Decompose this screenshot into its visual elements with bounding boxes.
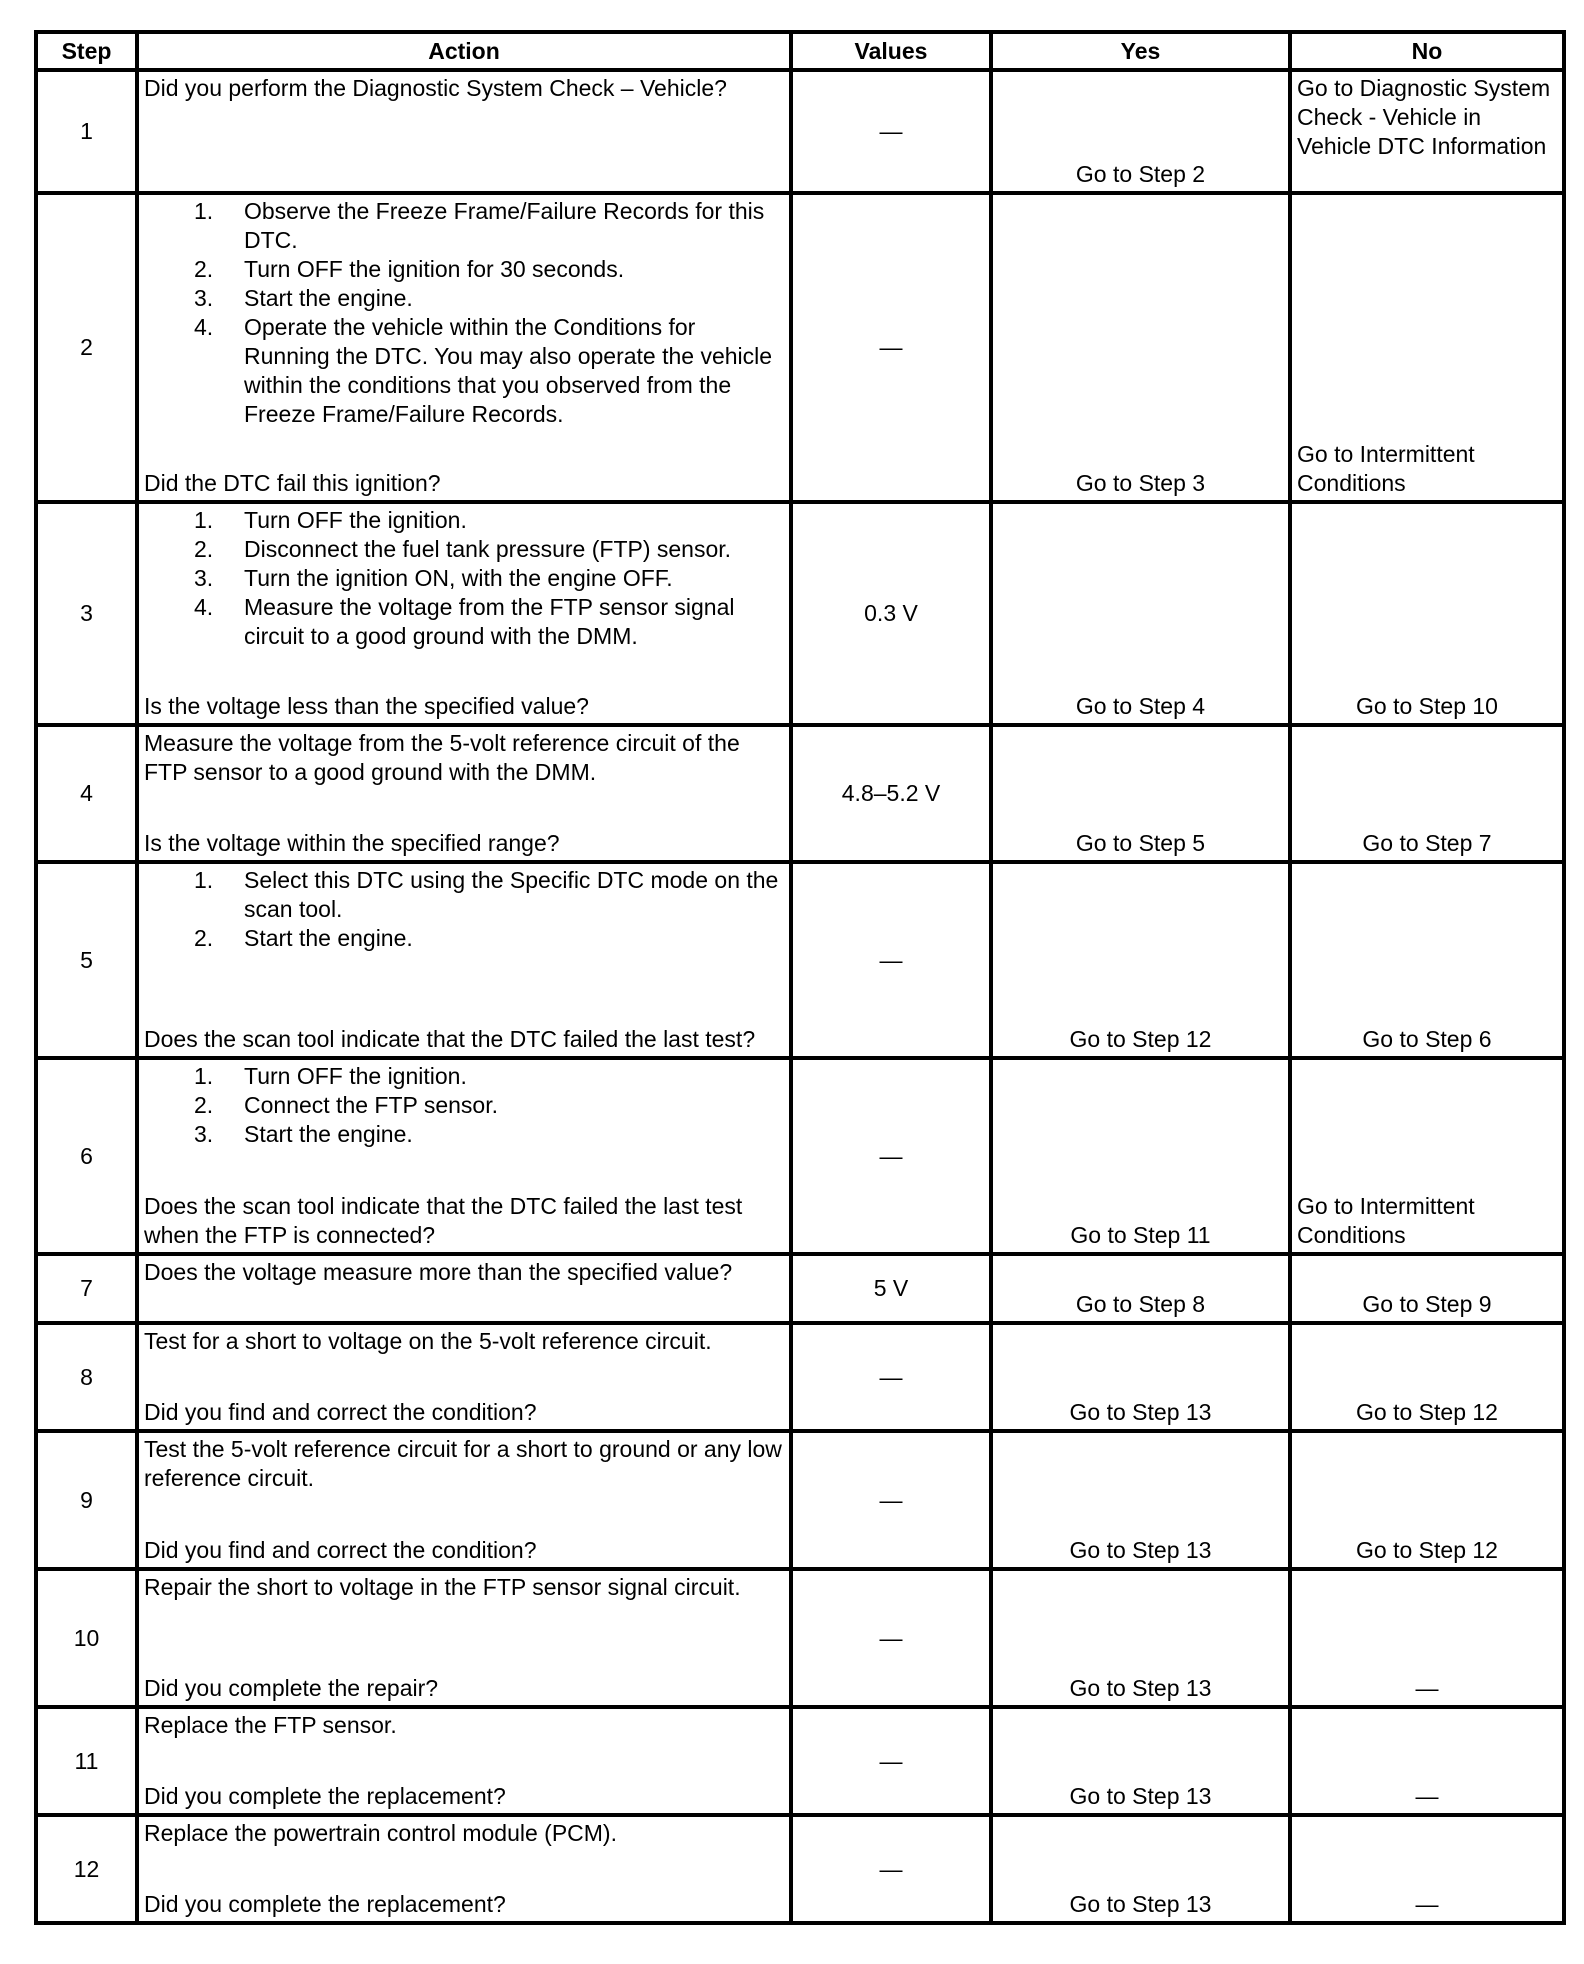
yes-cell: Go to Step 13 xyxy=(991,1569,1290,1707)
header-values: Values xyxy=(791,32,991,70)
action-cell xyxy=(137,502,791,725)
list-item: Start the engine. xyxy=(244,285,413,311)
no-cell: — xyxy=(1290,1707,1564,1815)
list-item: Select this DTC using the Specific DTC mode on the scan tool. xyxy=(244,867,779,922)
action-list xyxy=(144,506,784,651)
value-cell: — xyxy=(791,1431,991,1569)
step-number: 5 xyxy=(36,862,137,1058)
action-question: Is the voltage within the specified range? xyxy=(144,830,560,856)
action-text: Does the voltage measure more than the specified value? xyxy=(144,1259,733,1285)
table-row xyxy=(36,1254,1564,1323)
header-row xyxy=(36,32,1564,70)
value-cell: — xyxy=(791,1815,991,1923)
action-text: Replace the FTP sensor. xyxy=(144,1712,397,1738)
action-cell xyxy=(137,1569,791,1707)
table-row xyxy=(36,725,1564,862)
table-row xyxy=(36,1815,1564,1923)
table-row xyxy=(36,1569,1564,1707)
list-item: Start the engine. xyxy=(244,1121,413,1147)
action-question: Did you find and correct the condition? xyxy=(144,1399,537,1425)
no-cell: — xyxy=(1290,1569,1564,1707)
header-step: Step xyxy=(36,32,137,70)
action-cell xyxy=(137,725,791,862)
yes-cell: Go to Step 12 xyxy=(991,862,1290,1058)
action-list xyxy=(144,1062,784,1149)
action-question: Does the scan tool indicate that the DTC failed the last test? xyxy=(144,1026,756,1052)
step-number: 2 xyxy=(36,193,137,502)
step-number: 4 xyxy=(36,725,137,862)
step-number: 12 xyxy=(36,1815,137,1923)
yes-cell: Go to Step 4 xyxy=(991,502,1290,725)
step-number: 1 xyxy=(36,70,137,193)
list-item: Turn the ignition ON, with the engine OFF. xyxy=(244,565,673,591)
value-cell: — xyxy=(791,1323,991,1431)
table-row xyxy=(36,193,1564,502)
step-number: 7 xyxy=(36,1254,137,1323)
value-cell: 5 V xyxy=(791,1254,991,1323)
action-list xyxy=(144,197,784,429)
value-cell: — xyxy=(791,1569,991,1707)
action-question: Did the DTC fail this ignition? xyxy=(144,470,441,496)
action-question: Did you complete the replacement? xyxy=(144,1891,506,1917)
action-cell xyxy=(137,1707,791,1815)
action-cell xyxy=(137,70,791,193)
list-item: Operate the vehicle within the Conditions for Running the DTC. You may also operate the vehicle within the conditions that you observed from the Freeze Frame/Failure Records. xyxy=(244,314,773,427)
no-cell: Go to Step 9 xyxy=(1290,1254,1564,1323)
action-cell xyxy=(137,1058,791,1254)
yes-cell: Go to Step 13 xyxy=(991,1323,1290,1431)
no-cell: Go to Step 6 xyxy=(1290,862,1564,1058)
no-cell: Go to Step 7 xyxy=(1290,725,1564,862)
yes-cell: Go to Step 11 xyxy=(991,1058,1290,1254)
action-text: Test the 5-volt reference circuit for a short to ground or any low reference circuit. xyxy=(144,1436,782,1491)
action-text: Did you perform the Diagnostic System Check – Vehicle? xyxy=(144,75,727,101)
list-item: Turn OFF the ignition. xyxy=(244,1063,467,1089)
header-yes: Yes xyxy=(991,32,1290,70)
list-item: Connect the FTP sensor. xyxy=(244,1092,498,1118)
value-cell: — xyxy=(791,1058,991,1254)
no-cell: Go to Intermittent Conditions xyxy=(1290,1058,1564,1254)
no-cell: Go to Diagnostic System Check - Vehicle in Vehicle DTC Information xyxy=(1290,70,1564,193)
list-item: Disconnect the fuel tank pressure (FTP) sensor. xyxy=(244,536,732,562)
action-cell xyxy=(137,862,791,1058)
header-no: No xyxy=(1290,32,1564,70)
no-cell: Go to Intermittent Conditions xyxy=(1290,193,1564,502)
table-row xyxy=(36,1323,1564,1431)
step-number: 6 xyxy=(36,1058,137,1254)
step-number: 10 xyxy=(36,1569,137,1707)
table-row xyxy=(36,862,1564,1058)
no-cell: Go to Step 12 xyxy=(1290,1323,1564,1431)
action-question: Is the voltage less than the specified value? xyxy=(144,693,589,719)
value-cell: 0.3 V xyxy=(791,502,991,725)
table-row xyxy=(36,1707,1564,1815)
no-cell: Go to Step 12 xyxy=(1290,1431,1564,1569)
action-cell xyxy=(137,1323,791,1431)
diagnostic-table xyxy=(34,30,1566,1925)
yes-cell: Go to Step 13 xyxy=(991,1431,1290,1569)
yes-cell: Go to Step 5 xyxy=(991,725,1290,862)
step-number: 11 xyxy=(36,1707,137,1815)
header-action: Action xyxy=(137,32,791,70)
value-cell: — xyxy=(791,1707,991,1815)
table-row xyxy=(36,502,1564,725)
value-cell: — xyxy=(791,193,991,502)
list-item: Turn OFF the ignition. xyxy=(244,507,467,533)
value-cell: 4.8–5.2 V xyxy=(791,725,991,862)
no-cell: — xyxy=(1290,1815,1564,1923)
action-cell xyxy=(137,1815,791,1923)
list-item: Turn OFF the ignition for 30 seconds. xyxy=(244,256,625,282)
value-cell: — xyxy=(791,70,991,193)
action-text: Repair the short to voltage in the FTP sensor signal circuit. xyxy=(144,1574,741,1600)
value-cell: — xyxy=(791,862,991,1058)
action-question: Did you find and correct the condition? xyxy=(144,1537,537,1563)
yes-cell: Go to Step 3 xyxy=(991,193,1290,502)
action-cell xyxy=(137,1431,791,1569)
action-text: Replace the powertrain control module (PCM). xyxy=(144,1820,617,1846)
action-question: Did you complete the repair? xyxy=(144,1675,439,1701)
step-number: 8 xyxy=(36,1323,137,1431)
action-list xyxy=(144,866,784,953)
no-cell: Go to Step 10 xyxy=(1290,502,1564,725)
yes-cell: Go to Step 13 xyxy=(991,1815,1290,1923)
table-row xyxy=(36,70,1564,193)
action-question: Does the scan tool indicate that the DTC failed the last test when the FTP is connected? xyxy=(144,1193,743,1248)
yes-cell: Go to Step 2 xyxy=(991,70,1290,193)
yes-cell: Go to Step 13 xyxy=(991,1707,1290,1815)
table-row xyxy=(36,1431,1564,1569)
yes-cell: Go to Step 8 xyxy=(991,1254,1290,1323)
table-row xyxy=(36,1058,1564,1254)
list-item: Observe the Freeze Frame/Failure Records for this DTC. xyxy=(244,198,765,253)
list-item: Measure the voltage from the FTP sensor signal circuit to a good ground with the DMM. xyxy=(244,594,735,649)
action-cell xyxy=(137,1254,791,1323)
action-cell xyxy=(137,193,791,502)
list-item: Start the engine. xyxy=(244,925,413,951)
action-text: Test for a short to voltage on the 5-volt reference circuit. xyxy=(144,1328,712,1354)
step-number: 9 xyxy=(36,1431,137,1569)
action-text: Measure the voltage from the 5-volt reference circuit of the FTP sensor to a good ground with the DMM. xyxy=(144,730,740,785)
action-question: Did you complete the replacement? xyxy=(144,1783,506,1809)
step-number: 3 xyxy=(36,502,137,725)
